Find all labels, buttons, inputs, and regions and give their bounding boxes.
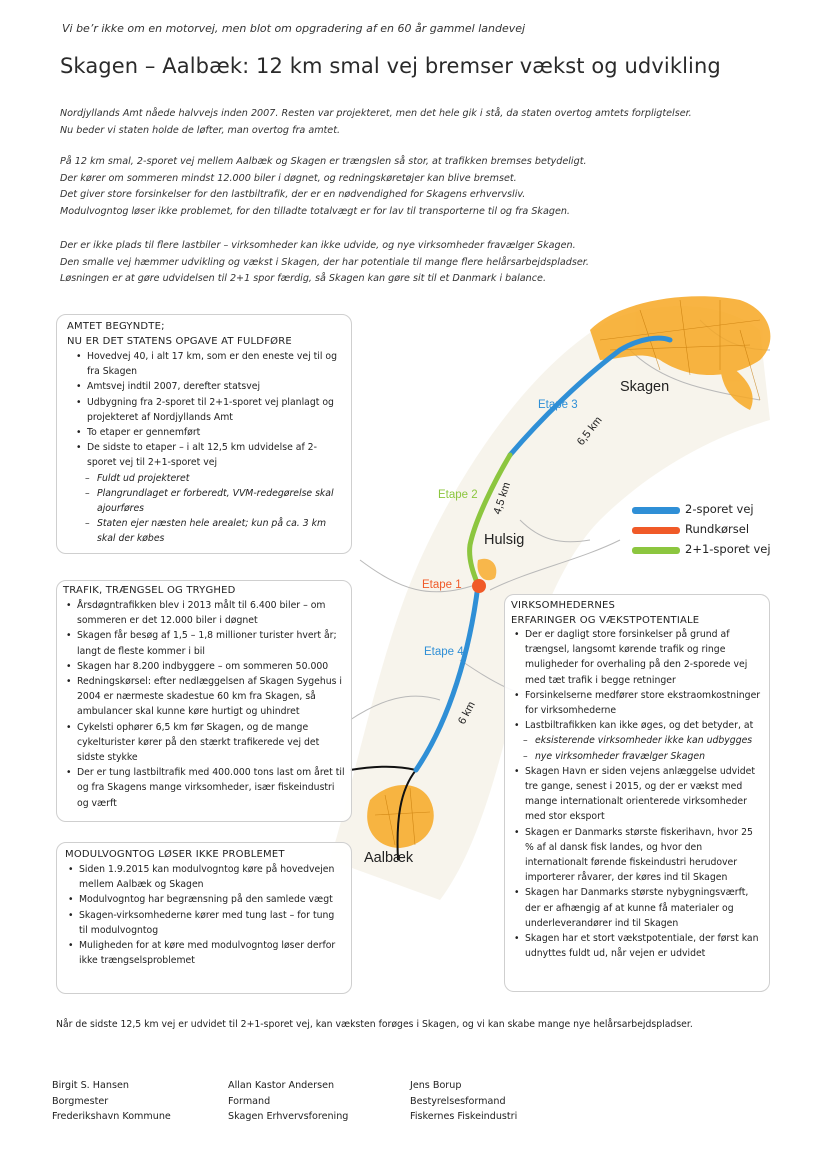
list-item: • Udbygning fra 2-sporet til 2+1-sporet vej planlagt og projekteret af Nordjyllands Amt	[73, 395, 341, 425]
signature-block-1	[52, 1078, 171, 1125]
signature-block-2	[228, 1078, 348, 1125]
town-label-skagen: Skagen	[620, 379, 670, 395]
legend-swatch	[632, 527, 680, 534]
list-item: • Lastbiltrafikken kan ikke øges, og det betyder, at	[511, 718, 763, 733]
intro-line: Nu beder vi staten holde de løfter, man overtog fra amtet.	[60, 124, 341, 136]
list-item: • Forsinkelserne medfører store ekstraomkostninger for virksomhederne	[511, 688, 763, 718]
list-subitem: – nye virksomheder fravælger Skagen	[511, 749, 763, 764]
list-item: • Cykelsti ophører 6,5 km før Skagen, og de mange cykelturister kører på den stærkt trafikerede vej det sidste stykke	[63, 720, 345, 766]
modul-list	[65, 862, 343, 968]
amtet-box	[56, 314, 352, 554]
signature-org: Fiskernes Fiskeindustri	[410, 1111, 518, 1122]
list-subitem: – eksisterende virksomheder ikke kan udbygges	[511, 733, 763, 748]
trafik-list	[63, 598, 345, 811]
intro-line: Det giver store forsinkelser for den lastbiltrafik, der er en nødvendighed for Skagens erhvervsliv.	[60, 189, 526, 200]
signature-name: Birgit S. Hansen	[52, 1080, 129, 1091]
list-item: • Modulvogntog har begrænsning på den samlede vægt	[65, 892, 343, 907]
signature-role: Formand	[228, 1095, 271, 1107]
amtet-list	[73, 349, 341, 547]
stage-label-4: Etape 4	[424, 646, 464, 658]
list-item: • Redningskørsel: efter nedlæggelsen af Skagen Sygehus i 2004 er nærmeste skadestue 60 km fra Skagen, så ambulancer skal kunne køre hurtigt og uhindret	[63, 674, 345, 720]
trafik-box	[56, 580, 352, 822]
signature-name: Allan Kastor Andersen	[228, 1080, 335, 1091]
virk-list	[511, 627, 763, 961]
trafik-heading: TRAFIK, TRÆNGSEL OG TRYGHED	[63, 585, 236, 596]
legend-swatch	[632, 547, 680, 554]
intro-line: Den smalle vej hæmmer udvikling og vækst i Skagen, der har potentiale til mange flere helårsarbejdspladser.	[60, 256, 589, 268]
amtet-heading-1: AMTET BEGYNDTE;	[67, 321, 165, 332]
intro-line: Modulvogntog løser ikke problemet, for den tilladte totalvægt er for lav til transporterne til og fra Skagen.	[60, 205, 570, 217]
list-item: • Skagen Havn er siden vejens anlæggelse udvidet tre gange, senest i 2015, og der er vækst med mange internationalt orienterede virksomheder med stor eksport	[511, 764, 763, 825]
list-item: • Der er tung lastbiltrafik med 400.000 tons last om året til og fra Skagens mange virksomheder, især fiskeindustri og værft	[63, 765, 345, 811]
list-item: • Skagen har et stort vækstpotentiale, der først kan udnyttes fuldt ud, når vejen er udvidet	[511, 931, 763, 961]
modul-heading: MODULVOGNTOG LØSER IKKE PROBLEMET	[65, 849, 285, 860]
amtet-heading-2: NU ER DET STATENS OPGAVE AT FULDFØRE	[67, 336, 292, 347]
virk-heading-1: VIRKSOMHEDERNES	[511, 600, 616, 611]
distance-label-stage-3: 6,5 km	[574, 414, 605, 448]
legend-label: 2+1-sporet vej	[685, 542, 771, 556]
stage-label-2: Etape 2	[438, 489, 478, 501]
list-subitem: – Plangrundlaget er forberedt, VVM-redegørelse skal ajourføres	[73, 486, 341, 516]
modulvogntog-box	[56, 842, 352, 994]
signature-org: Frederikshavn Kommune	[52, 1111, 171, 1122]
intro-line: Løsningen er at gøre udvidelsen til 2+1 spor færdig, så Skagen kan gøre sit til et Danmark i balance.	[60, 273, 546, 284]
signature-block-3	[410, 1078, 517, 1125]
list-item: • Siden 1.9.2015 kan modulvogntog køre på hovedvejen mellem Aalbæk og Skagen	[65, 862, 343, 892]
list-item: • Hovedvej 40, i alt 17 km, som er den eneste vej til og fra Skagen	[73, 349, 341, 379]
list-subitem: – Staten ejer næsten hele arealet; kun på ca. 3 km skal der købes	[73, 516, 341, 546]
intro-line: Der er ikke plads til flere lastbiler – virksomheder kan ikke udvide, og nye virksomheder fravælger Skagen.	[60, 240, 576, 251]
signature-org: Skagen Erhvervsforening	[228, 1111, 349, 1122]
stage-label-1: Etape 1	[422, 579, 462, 591]
stage-label-3: Etape 3	[538, 399, 578, 411]
distance-label-stage-4: 6 km	[456, 699, 478, 727]
list-item: • Amtsvej indtil 2007, derefter statsvej	[73, 379, 341, 394]
list-subitem: – Fuldt ud projekteret	[73, 471, 341, 486]
virk-heading-2: ERFARINGER OG VÆKSTPOTENTIALE	[511, 615, 700, 626]
intro-line: På 12 km smal, 2-sporet vej mellem Aalbæk og Skagen er trængslen så stor, at trafikken bremses betydeligt.	[60, 156, 587, 167]
roundabout-marker	[472, 579, 486, 593]
list-item: • Muligheden for at køre med modulvogntog løser derfor ikke trængselsproblemet	[65, 938, 343, 968]
list-item: • Skagen-virksomhederne kører med tung last – for tung til modulvogntog	[65, 908, 343, 938]
list-item: • Skagen får besøg af 1,5 – 1,8 millioner turister hvert år; langt de fleste kommer i bil	[63, 628, 345, 658]
page-title: Skagen – Aalbæk: 12 km smal vej bremser vækst og udvikling	[60, 54, 721, 78]
town-label-hulsig: Hulsig	[484, 532, 525, 548]
signature-role: Borgmester	[52, 1095, 109, 1107]
list-item: • Skagen er Danmarks største fiskerihavn, hvor 25 % af al dansk fisk landes, og hvor den internationalt førende fiskeindustri herudover importerer råvarer, der køres ind til Skagen	[511, 825, 763, 886]
list-item: • Skagen har 8.200 indbyggere – om sommeren 50.000	[63, 659, 345, 674]
list-item: • De sidste to etaper – i alt 12,5 km udvidelse af 2-sporet vej til 2+1-sporet vej	[73, 440, 341, 470]
list-item: • To etaper er gennemført	[73, 425, 341, 440]
list-item: • Årsdøgntrafikken blev i 2013 målt til 6.400 biler – om sommeren er det 12.000 biler i døgnet	[63, 598, 345, 628]
virksomheder-box	[504, 594, 770, 992]
legend-label: Rundkørsel	[685, 522, 750, 536]
list-item: • Der er dagligt store forsinkelser på grund af trængsel, langsomt kørende trafik og ringe muligheder for overhaling på den 2-sporede vej med tæt trafik i begge retninger	[511, 627, 763, 688]
signature-role: Bestyrelsesformand	[410, 1095, 506, 1107]
legend-swatch	[632, 507, 680, 514]
list-item: • Skagen har Danmarks største nybygningsværft, der er afhængig af at kunne få materialer og underleverandører ind til Skagen	[511, 885, 763, 931]
intro-line: Nordjyllands Amt nåede halvvejs inden 2007. Resten var projekteret, men det hele gik i stå, da staten overtog amtets forpligtelser.	[60, 108, 692, 119]
distance-label-stage-2: 4,5 km	[491, 480, 514, 516]
town-label-aalbaek: Aalbæk	[364, 850, 414, 866]
legend-label: 2-sporet vej	[685, 502, 754, 516]
intro-line: Der kører om sommeren mindst 12.000 biler i døgnet, og redningskøretøjer kan blive bremset.	[60, 172, 517, 184]
tagline: Vi be’r ikke om en motorvej, men blot om opgradering af en 60 år gammel landevej	[62, 22, 526, 35]
closing-statement: Når de sidste 12,5 km vej er udvidet til 2+1-sporet vej, kan væksten forøges i Skagen, og vi kan skabe mange nye helårsarbejdspladser.	[56, 1019, 693, 1030]
signature-name: Jens Borup	[410, 1080, 462, 1091]
